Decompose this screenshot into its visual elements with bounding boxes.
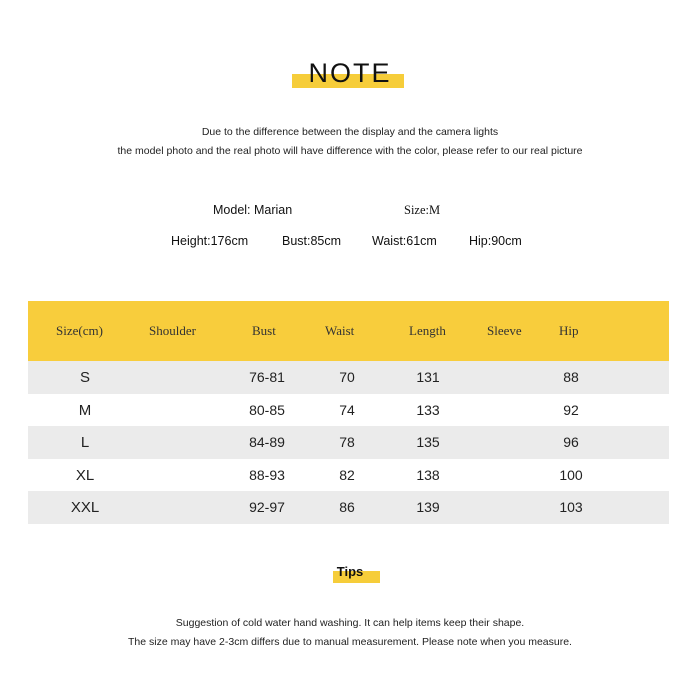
disclaimer-line-2: the model photo and the real photo will have difference with the color, please refer to our real picture — [117, 145, 583, 157]
header-shoulder: Shoulder — [149, 323, 196, 338]
cell-hip: 96 — [563, 434, 579, 451]
model-waist: Waist:61cm — [372, 234, 437, 248]
cell-size: S — [79, 369, 91, 386]
cell-length: 139 — [416, 499, 440, 516]
cell-waist: 74 — [339, 401, 355, 418]
cell-waist: 86 — [339, 499, 355, 516]
cell-size: XL — [75, 466, 95, 484]
header-hip: Hip — [559, 323, 579, 338]
header-waist: Waist — [325, 323, 355, 338]
cell-bust: 76-81 — [249, 369, 285, 385]
table-row — [28, 426, 669, 459]
header-sleeve: Sleeve — [487, 323, 522, 338]
size-chart-table — [28, 301, 669, 524]
table-header — [28, 301, 669, 361]
table-row — [28, 394, 669, 427]
cell-bust: 80-85 — [249, 401, 285, 418]
tips-line-1: Suggestion of cold water hand washing. It can help items keep their shape. — [175, 617, 525, 629]
header-length: Length — [409, 323, 446, 338]
page-title: NOTE — [308, 58, 392, 88]
cell-length: 131 — [416, 369, 440, 385]
cell-size: M — [78, 401, 92, 419]
cell-waist: 78 — [339, 434, 355, 451]
model-name: Model: Marian — [213, 203, 293, 217]
cell-bust: 84-89 — [249, 434, 285, 451]
tips-line-2: The size may have 2-3cm differs due to manual measurement. Please note when you measure. — [128, 636, 572, 648]
header-size: Size(cm) — [56, 323, 103, 338]
table-row — [28, 361, 669, 394]
cell-bust: 88-93 — [249, 466, 285, 483]
cell-waist: 70 — [339, 369, 355, 385]
model-size: Size:M — [404, 203, 441, 217]
disclaimer-line-1: Due to the difference between the display and the camera lights — [201, 126, 499, 138]
table-row — [28, 459, 669, 492]
cell-hip: 103 — [559, 499, 583, 516]
tips-heading: Tips — [336, 564, 364, 579]
cell-hip: 92 — [563, 401, 579, 418]
cell-length: 135 — [416, 434, 440, 451]
cell-waist: 82 — [339, 466, 355, 483]
model-height: Height:176cm — [171, 234, 249, 248]
cell-size: L — [80, 434, 90, 452]
model-bust: Bust:85cm — [282, 234, 342, 248]
table-row — [28, 491, 669, 524]
cell-hip: 100 — [559, 466, 583, 483]
header-bust: Bust — [252, 323, 276, 338]
cell-length: 138 — [416, 466, 440, 483]
model-hip: Hip:90cm — [469, 234, 522, 248]
cell-length: 133 — [416, 401, 440, 418]
cell-hip: 88 — [563, 369, 579, 385]
title-block — [0, 58, 700, 89]
cell-size: XXL — [70, 499, 100, 517]
cell-bust: 92-97 — [249, 499, 285, 516]
